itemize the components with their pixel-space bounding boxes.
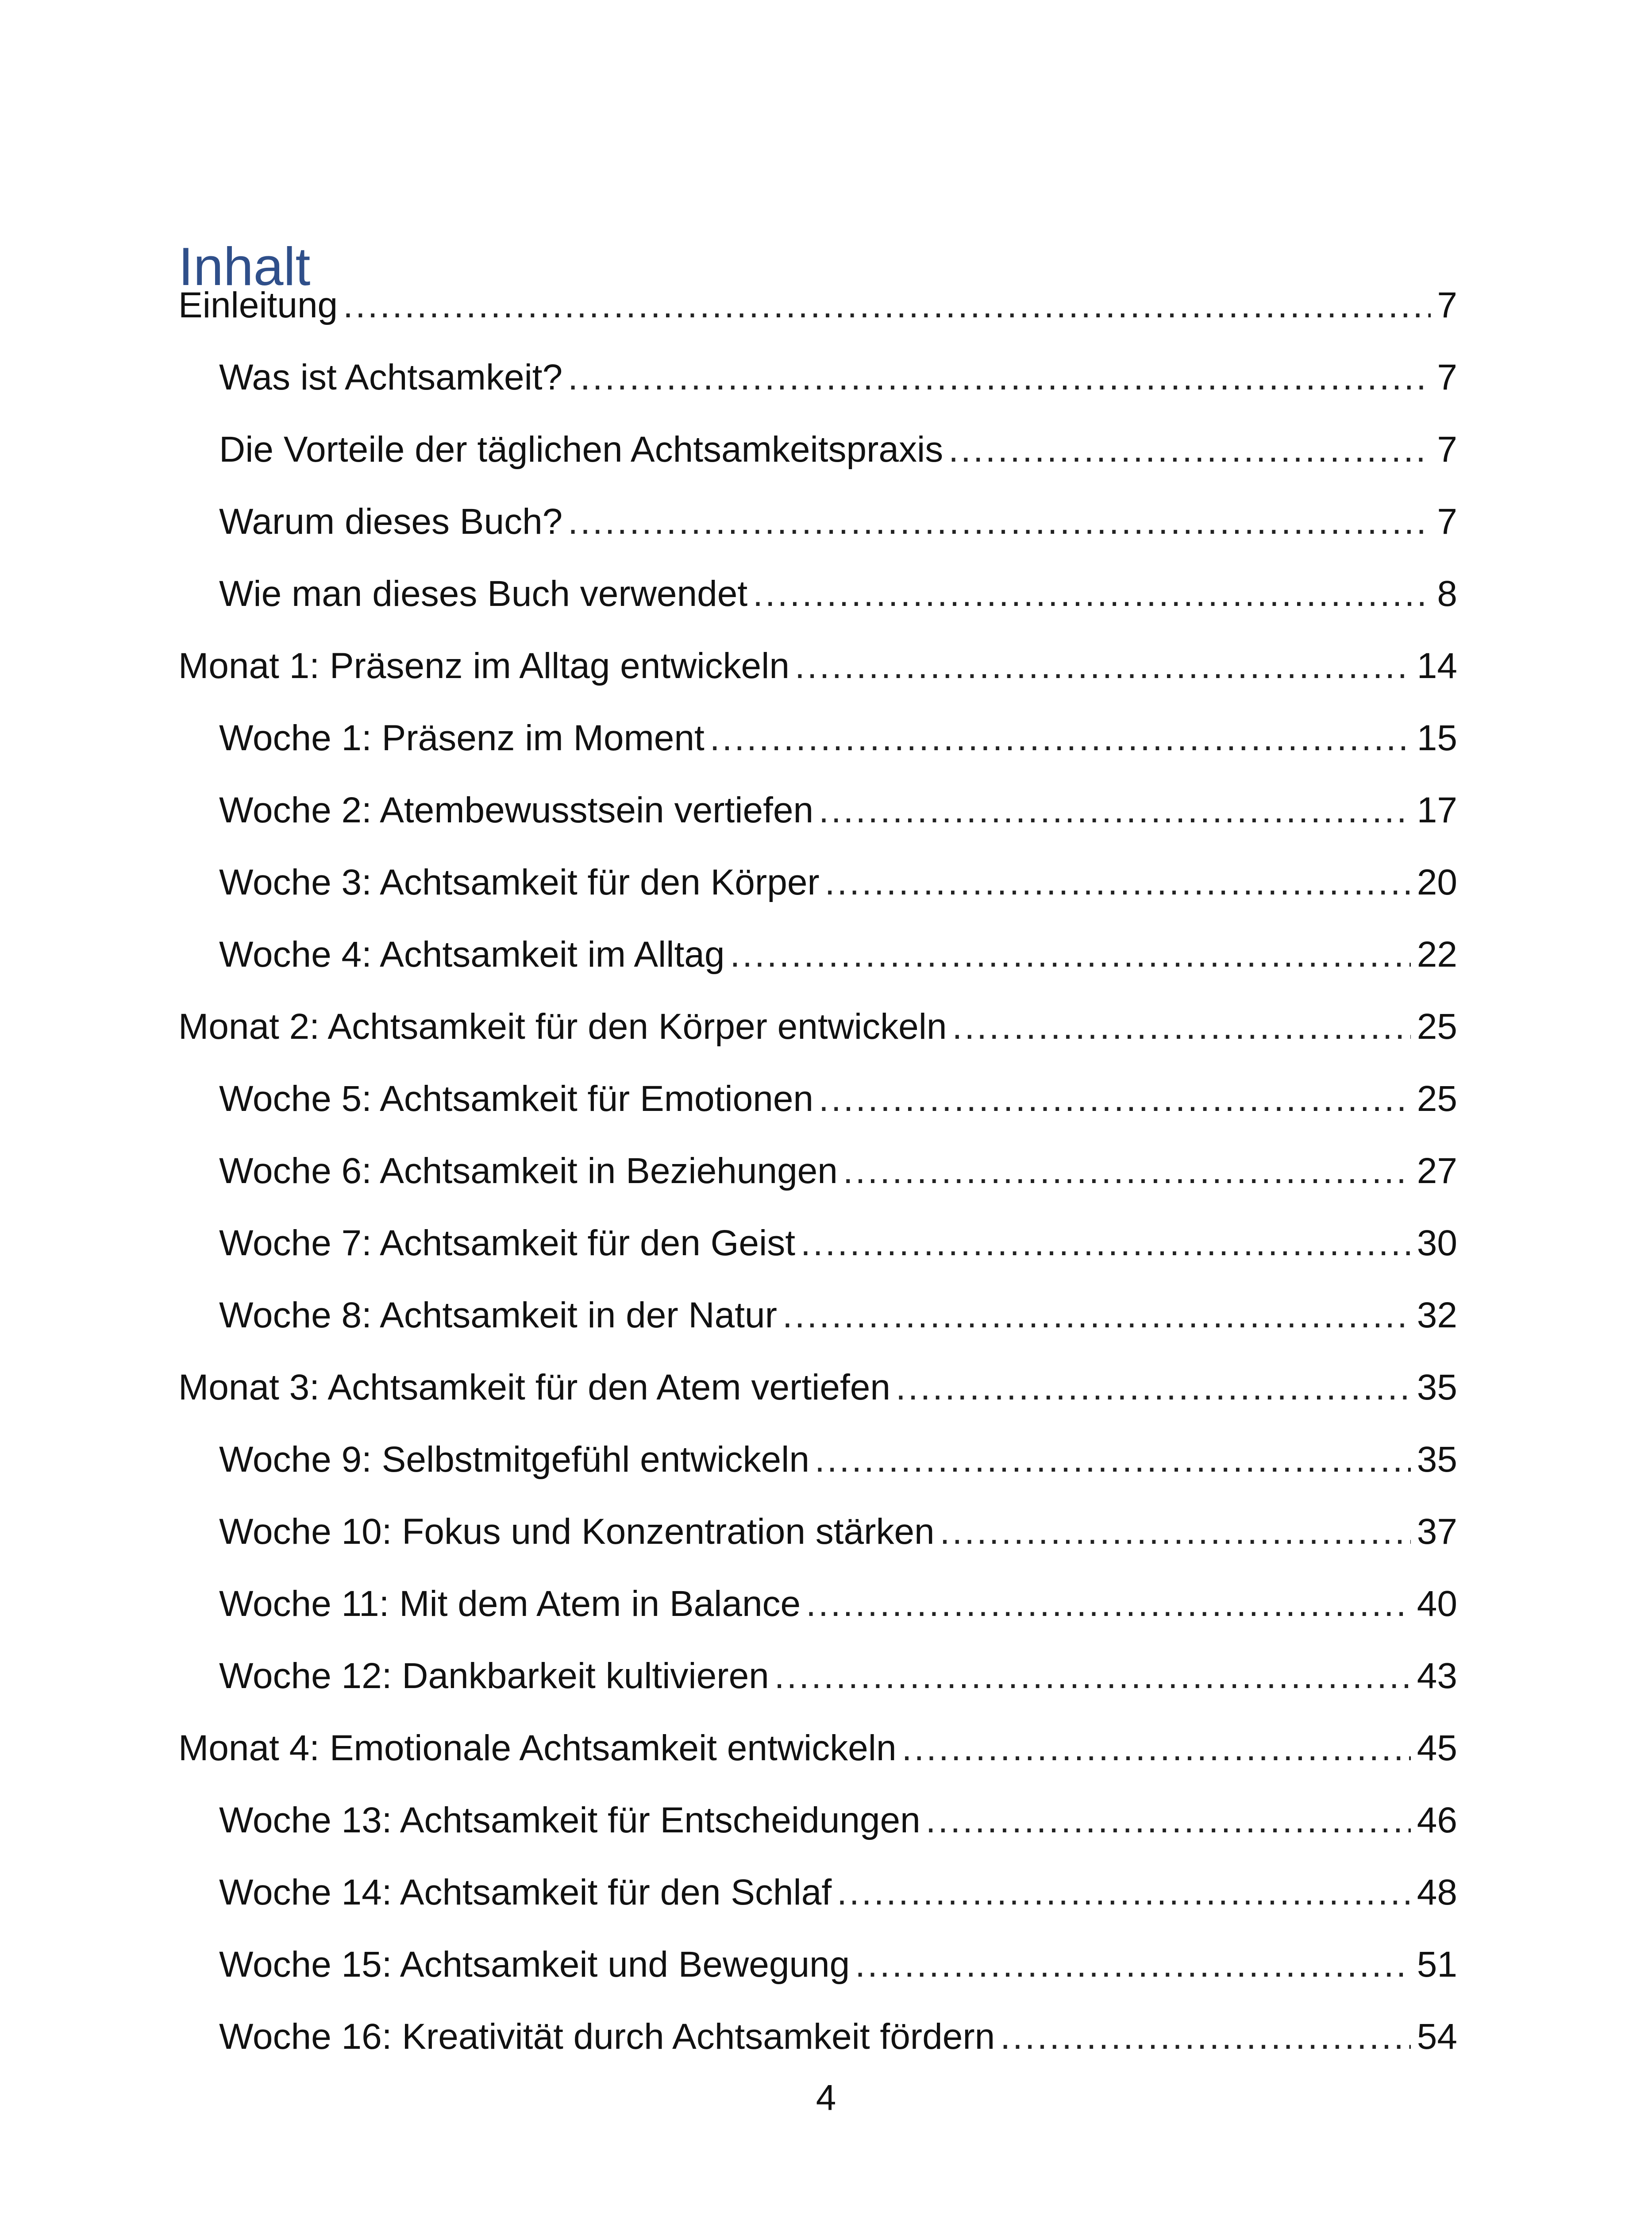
dot-leader (774, 1645, 1411, 1707)
dot-leader (806, 1573, 1411, 1635)
toc-entry-title[interactable]: Monat 3: Achtsamkeit für den Atem vertiefen (178, 1367, 890, 1407)
toc-entry-title[interactable]: Woche 3: Achtsamkeit für den Körper (219, 862, 820, 902)
toc-entry[interactable] (178, 1429, 1457, 1501)
toc-entry-page-number[interactable]: 35 (1417, 1439, 1457, 1480)
toc-entry-page-number[interactable]: 46 (1417, 1800, 1457, 1840)
toc-entry[interactable] (178, 852, 1457, 924)
toc-entry-title[interactable]: Woche 10: Fokus und Konzentration stärken (219, 1511, 935, 1552)
toc-entry-title[interactable]: Woche 15: Achtsamkeit und Bewegung (219, 1944, 850, 1985)
toc-entry-page-number[interactable]: 54 (1417, 2016, 1457, 2057)
toc-entry-page-number[interactable]: 27 (1417, 1151, 1457, 1191)
toc-entry-title[interactable]: Woche 6: Achtsamkeit in Beziehungen (219, 1151, 838, 1191)
toc-entry-page-number[interactable]: 7 (1437, 357, 1457, 397)
dot-leader (568, 347, 1431, 409)
dot-leader (902, 1717, 1411, 1779)
toc-entry-title[interactable]: Woche 12: Dankbarkeit kultivieren (219, 1656, 769, 1696)
toc-entry[interactable] (178, 996, 1457, 1068)
toc-entry-page-number[interactable]: 8 (1437, 574, 1457, 614)
dot-leader (948, 419, 1431, 481)
dot-leader (815, 1429, 1411, 1491)
toc-entry[interactable] (178, 1212, 1457, 1284)
dot-leader (730, 924, 1410, 986)
toc-entry-page-number[interactable]: 15 (1417, 718, 1457, 758)
toc-entry-page-number[interactable]: 48 (1417, 1872, 1457, 1912)
dot-leader (926, 1789, 1411, 1851)
toc-entry-page-number[interactable]: 43 (1417, 1656, 1457, 1696)
toc-entry-title[interactable]: Warum dieses Buch? (219, 501, 563, 542)
toc-entry-title[interactable]: Woche 4: Achtsamkeit im Alltag (219, 934, 725, 975)
dot-leader (837, 1862, 1411, 1924)
toc-entry[interactable] (178, 779, 1457, 852)
toc-entry[interactable] (178, 1645, 1457, 1717)
toc-entry-title[interactable]: Einleitung (178, 285, 338, 325)
dot-leader (753, 563, 1431, 625)
toc-entry[interactable] (178, 563, 1457, 635)
toc-entry-page-number[interactable]: 7 (1437, 501, 1457, 542)
toc-entry-title[interactable]: Woche 11: Mit dem Atem in Balance (219, 1584, 801, 1624)
toc-entry-title[interactable]: Die Vorteile der täglichen Achtsamkeitspraxis (219, 429, 943, 470)
dot-leader (896, 1357, 1411, 1419)
toc-entry[interactable] (178, 1068, 1457, 1140)
toc-entry-title[interactable]: Woche 5: Achtsamkeit für Emotionen (219, 1079, 814, 1119)
toc-entry[interactable] (178, 274, 1457, 347)
dot-leader (710, 707, 1411, 769)
toc-entry[interactable] (178, 347, 1457, 419)
toc-entry[interactable] (178, 1140, 1457, 1212)
toc-entry-page-number[interactable]: 25 (1417, 1079, 1457, 1119)
dot-leader (795, 635, 1411, 697)
dot-leader (343, 274, 1431, 336)
dot-leader (782, 1284, 1411, 1346)
toc-entry-title[interactable]: Woche 2: Atembewusstsein vertiefen (219, 790, 814, 830)
toc-entry-title[interactable]: Monat 1: Präsenz im Alltag entwickeln (178, 646, 789, 686)
toc-entry[interactable] (178, 1501, 1457, 1573)
dot-leader (952, 996, 1411, 1058)
toc-entry-page-number[interactable]: 35 (1417, 1367, 1457, 1407)
dot-leader (819, 779, 1411, 841)
toc-entry[interactable] (178, 1357, 1457, 1429)
table-of-contents (178, 274, 1457, 2078)
toc-entry-title[interactable]: Monat 2: Achtsamkeit für den Körper entwickeln (178, 1006, 947, 1047)
toc-entry[interactable] (178, 1717, 1457, 1789)
dot-leader (568, 491, 1431, 553)
toc-entry-page-number[interactable]: 51 (1417, 1944, 1457, 1985)
dot-leader (843, 1140, 1411, 1202)
toc-entry[interactable] (178, 635, 1457, 707)
toc-title: Inhalt (178, 236, 311, 297)
toc-entry[interactable] (178, 1862, 1457, 1934)
toc-entry-title[interactable]: Woche 13: Achtsamkeit für Entscheidungen (219, 1800, 920, 1840)
dot-leader (1000, 2006, 1411, 2068)
toc-entry-page-number[interactable]: 30 (1417, 1223, 1457, 1263)
toc-entry[interactable] (178, 1934, 1457, 2006)
dot-leader (825, 852, 1411, 914)
toc-entry-title[interactable]: Monat 4: Emotionale Achtsamkeit entwickeln (178, 1728, 897, 1768)
toc-entry-page-number[interactable]: 32 (1417, 1295, 1457, 1335)
toc-entry[interactable] (178, 491, 1457, 563)
toc-entry-page-number[interactable]: 22 (1417, 934, 1457, 975)
toc-entry[interactable] (178, 1573, 1457, 1645)
toc-entry-page-number[interactable]: 40 (1417, 1584, 1457, 1624)
toc-entry-title[interactable]: Woche 8: Achtsamkeit in der Natur (219, 1295, 777, 1335)
toc-entry-page-number[interactable]: 25 (1417, 1006, 1457, 1047)
dot-leader (940, 1501, 1411, 1563)
dot-leader (819, 1068, 1411, 1130)
toc-entry-page-number[interactable]: 7 (1437, 285, 1457, 325)
toc-entry-title[interactable]: Woche 9: Selbstmitgefühl entwickeln (219, 1439, 809, 1480)
toc-entry[interactable] (178, 1789, 1457, 1862)
toc-entry-page-number[interactable]: 17 (1417, 790, 1457, 830)
toc-entry-title[interactable]: Wie man dieses Buch verwendet (219, 574, 748, 614)
page-number: 4 (816, 2078, 836, 2118)
toc-entry[interactable] (178, 924, 1457, 996)
toc-entry-title[interactable]: Was ist Achtsamkeit? (219, 357, 563, 397)
toc-entry[interactable] (178, 419, 1457, 491)
toc-entry-page-number[interactable]: 7 (1437, 429, 1457, 470)
dot-leader (855, 1934, 1411, 1996)
toc-entry[interactable] (178, 1284, 1457, 1357)
toc-entry-title[interactable]: Woche 16: Kreativität durch Achtsamkeit fördern (219, 2016, 995, 2057)
toc-entry-title[interactable]: Woche 7: Achtsamkeit für den Geist (219, 1223, 795, 1263)
toc-entry-page-number[interactable]: 14 (1417, 646, 1457, 686)
toc-entry-page-number[interactable]: 37 (1417, 1511, 1457, 1552)
toc-entry[interactable] (178, 707, 1457, 779)
toc-entry-page-number[interactable]: 20 (1417, 862, 1457, 902)
toc-entry-title[interactable]: Woche 14: Achtsamkeit für den Schlaf (219, 1872, 832, 1912)
toc-entry-page-number[interactable]: 45 (1417, 1728, 1457, 1768)
toc-entry[interactable] (178, 2006, 1457, 2078)
dot-leader (801, 1212, 1411, 1274)
toc-entry-title[interactable]: Woche 1: Präsenz im Moment (219, 718, 705, 758)
